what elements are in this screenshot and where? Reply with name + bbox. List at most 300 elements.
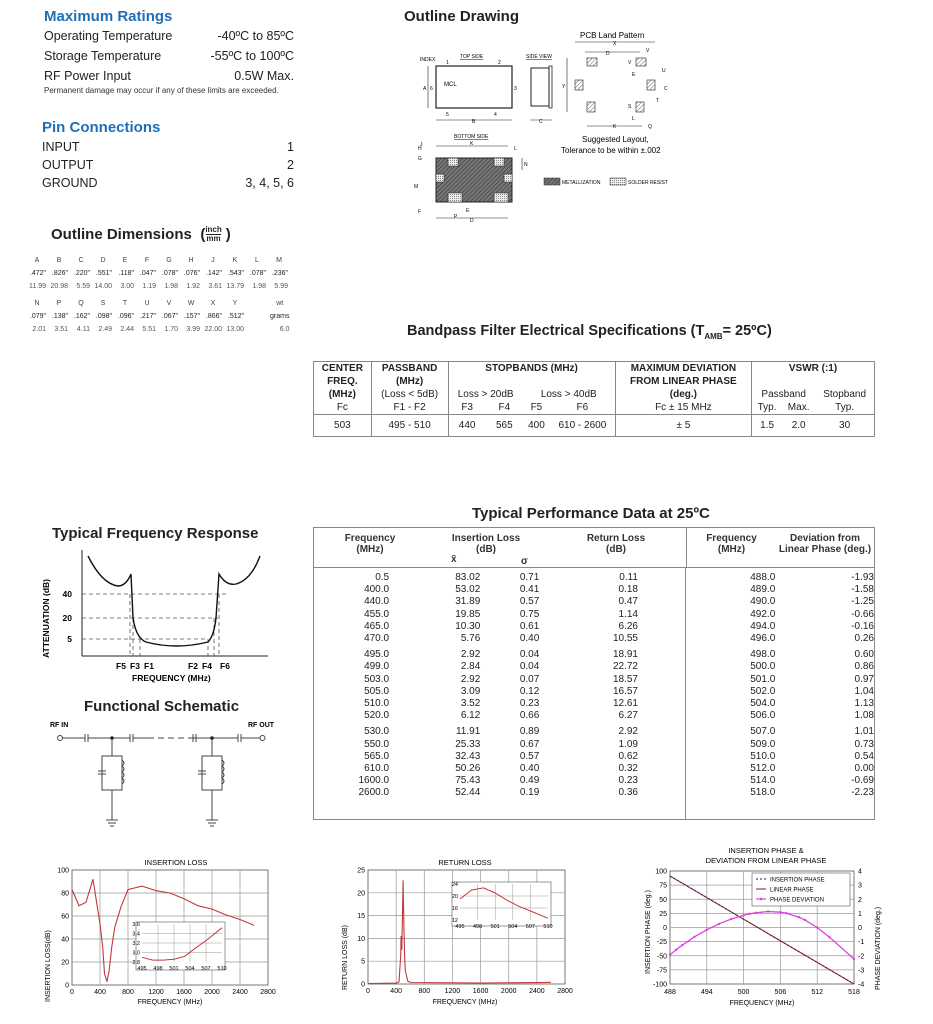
max-ratings-section xyxy=(44,8,294,95)
table-cell: 496.0 xyxy=(750,633,776,645)
svg-text:25: 25 xyxy=(357,867,365,875)
spec-table xyxy=(313,361,875,437)
dim-labels-row-1 xyxy=(26,254,290,267)
table-cell: 2.92 xyxy=(460,649,481,661)
table-cell: 0.23 xyxy=(618,775,638,787)
svg-text:4: 4 xyxy=(858,868,862,876)
table-cell: 510.0 xyxy=(750,750,776,762)
dimension-cell xyxy=(246,297,268,310)
dimension-cell: .472" xyxy=(29,270,46,277)
table-cell: 12.61 xyxy=(612,698,638,710)
table-cell: 18.91 xyxy=(612,649,638,661)
spec-value: 503 xyxy=(334,420,351,431)
x-axis-label: FREQUENCY (MHz) xyxy=(137,999,203,1006)
svg-text:K: K xyxy=(470,141,474,147)
outline-dimensions-title: Outline Dimensions xyxy=(51,226,192,243)
legend-item: INSERTION PHASE xyxy=(770,877,825,884)
performance-body xyxy=(314,572,874,800)
svg-text:S: S xyxy=(628,104,632,110)
dimension-cell: .078" xyxy=(249,270,266,277)
dimension-cell: .220" xyxy=(73,270,90,277)
dimension-cell: A xyxy=(34,257,40,264)
outline-drawing xyxy=(410,28,700,228)
table-row xyxy=(314,584,874,596)
rating-row xyxy=(44,66,294,86)
svg-text:100: 100 xyxy=(655,868,667,876)
dimension-cell: .142" xyxy=(205,270,222,277)
legend-item: PHASE DEVIATION xyxy=(770,897,824,904)
table-row xyxy=(314,674,874,686)
spec-header: Loss > 20dB xyxy=(448,388,523,401)
svg-text:3: 3 xyxy=(514,86,517,92)
ytick: 40 xyxy=(62,589,72,599)
dimension-cell: 1.19 xyxy=(142,283,156,290)
table-cell: 0.40 xyxy=(519,633,540,645)
insertion-loss-chart xyxy=(36,852,286,1012)
table-row xyxy=(314,572,874,584)
max-ratings-title: Maximum Ratings xyxy=(44,8,173,25)
svg-text:494: 494 xyxy=(700,989,713,996)
table-cell: 2.84 xyxy=(460,661,481,673)
dimension-cell: .079" xyxy=(29,313,46,320)
svg-text:L: L xyxy=(514,146,517,152)
x-axis-label: FREQUENCY (MHz) xyxy=(729,1000,795,1007)
svg-text:2400: 2400 xyxy=(529,988,545,995)
dimension-cell: .217" xyxy=(139,313,156,320)
marker-label: F3 xyxy=(130,661,140,671)
table-cell: 490.0 xyxy=(750,596,776,608)
rating-value: -55ºC to 100ºC xyxy=(210,49,294,63)
dimension-cell: 5.51 xyxy=(142,326,156,333)
table-cell: 0.23 xyxy=(519,698,540,710)
spec-header: PASSBAND xyxy=(371,362,448,376)
table-row xyxy=(314,633,874,647)
dimension-cell: 2.01 xyxy=(32,326,46,333)
svg-text:80: 80 xyxy=(61,890,69,898)
svg-text:C: C xyxy=(539,119,543,125)
svg-text:1200: 1200 xyxy=(148,989,164,996)
marker-label: F2 xyxy=(188,661,198,671)
table-cell: 22.72 xyxy=(612,661,638,673)
perf-header: Frequency xyxy=(706,533,757,544)
svg-text:-50: -50 xyxy=(656,953,667,961)
dimension-cell: 5.99 xyxy=(274,283,288,290)
dimension-cell: 3.00 xyxy=(120,283,134,290)
svg-text:2: 2 xyxy=(858,896,862,904)
table-cell: 50.26 xyxy=(455,763,481,775)
table-cell: 6.12 xyxy=(460,710,481,722)
rating-row xyxy=(44,26,294,46)
svg-text:0: 0 xyxy=(366,988,370,995)
dimension-cell: 2.44 xyxy=(120,326,134,333)
rf-in-port xyxy=(58,736,63,741)
svg-text:20: 20 xyxy=(61,959,69,967)
svg-text:3.0: 3.0 xyxy=(132,950,140,957)
marker-label: F4 xyxy=(202,661,212,671)
svg-text:1600: 1600 xyxy=(176,989,192,996)
table-row xyxy=(314,739,874,751)
svg-text:0: 0 xyxy=(858,925,862,932)
ratings-note: Permanent damage may occur if any of these limits are exceeded. xyxy=(44,86,279,95)
table-cell: 2.92 xyxy=(618,726,638,738)
svg-text:501: 501 xyxy=(490,924,500,930)
dimension-cell: .866" xyxy=(205,313,222,320)
table-cell: 1.13 xyxy=(854,698,874,710)
performance-header xyxy=(314,528,874,568)
dimension-cell: .157" xyxy=(183,313,200,320)
svg-text:15: 15 xyxy=(357,913,365,921)
dimension-cell: G xyxy=(166,257,172,264)
pcb-pad xyxy=(587,102,595,112)
table-cell: 83.02 xyxy=(455,572,481,583)
table-cell: -2.23 xyxy=(851,787,874,799)
pin-label: OUTPUT xyxy=(42,158,94,172)
table-cell: 498.0 xyxy=(750,649,776,661)
rating-row xyxy=(44,46,294,66)
pin-value: 1 xyxy=(287,140,294,154)
dimension-cell: .078" xyxy=(161,270,178,277)
spec-header: STOPBANDS (MHz) xyxy=(448,362,615,376)
index-label: INDEX xyxy=(420,57,436,63)
svg-text:3.2: 3.2 xyxy=(132,941,140,947)
table-cell: 0.61 xyxy=(519,620,540,632)
marker-label: F6 xyxy=(220,661,230,671)
spec-header: (deg.) xyxy=(615,388,751,401)
svg-text:P: P xyxy=(454,214,458,220)
svg-text:K: K xyxy=(613,124,617,130)
table-cell: 0.12 xyxy=(519,685,540,697)
svg-text:N: N xyxy=(524,162,528,168)
svg-text:20: 20 xyxy=(357,890,365,898)
metallization-swatch xyxy=(544,178,560,185)
table-cell: 488.0 xyxy=(750,572,776,583)
pcb-land-title: PCB Land Pattern xyxy=(580,31,645,40)
table-cell: 0.04 xyxy=(519,649,540,661)
svg-text:2800: 2800 xyxy=(557,988,573,995)
freq-response-title: Typical Frequency Response xyxy=(52,525,259,542)
svg-text:F: F xyxy=(418,209,422,215)
dimension-cell: .118" xyxy=(118,270,134,277)
spec-header: Loss > 40dB xyxy=(540,389,597,400)
table-cell: 0.57 xyxy=(519,596,540,608)
table-cell: 1600.0 xyxy=(358,775,390,787)
table-cell: 489.0 xyxy=(750,584,776,596)
table-cell: 10.30 xyxy=(455,620,481,632)
dimension-cell: 14.00 xyxy=(94,283,112,290)
spec-header: CENTER xyxy=(321,363,363,374)
perf-header: (MHz) xyxy=(717,544,746,555)
svg-text:24: 24 xyxy=(451,882,458,888)
dimension-cell: F xyxy=(144,257,150,264)
table-cell: 0.07 xyxy=(519,673,540,685)
spec-header: Typ. xyxy=(752,401,782,415)
spec-header: Max. xyxy=(787,402,810,413)
spec-value: 400 xyxy=(528,420,545,431)
table-row xyxy=(314,621,874,633)
table-cell: 518.0 xyxy=(750,787,776,799)
spec-header: Fc ± 15 MHz xyxy=(615,401,751,415)
table-row xyxy=(314,596,874,608)
rating-value: -40ºC to 85ºC xyxy=(217,29,294,43)
rating-label: Storage Temperature xyxy=(44,49,162,63)
svg-text:20: 20 xyxy=(451,894,458,900)
y-axis-label: INSERTION LOSS(dB) xyxy=(45,930,52,1002)
spec-header: Stopband xyxy=(823,389,867,400)
table-cell: 0.26 xyxy=(854,633,874,645)
table-cell: -0.69 xyxy=(851,775,874,787)
svg-text:Y: Y xyxy=(562,84,566,90)
dimension-cell: B xyxy=(56,257,62,264)
svg-text:3: 3 xyxy=(858,882,862,890)
spec-value: 2.0 xyxy=(791,420,806,431)
table-cell: 0.36 xyxy=(618,787,638,799)
perf-header: Deviation from xyxy=(789,533,860,544)
table-cell: 0.47 xyxy=(618,596,638,608)
svg-text:75: 75 xyxy=(659,882,667,890)
table-cell: 1.01 xyxy=(854,726,874,738)
svg-text:V: V xyxy=(628,60,632,66)
spec-header: Passband xyxy=(752,388,816,401)
svg-text:-100: -100 xyxy=(652,981,667,989)
x-axis-label: FREQUENCY (MHz) xyxy=(432,999,498,1006)
table-cell: 3.09 xyxy=(460,685,481,697)
table-cell: 31.89 xyxy=(455,596,481,608)
rating-label: RF Power Input xyxy=(44,69,131,83)
svg-text:10: 10 xyxy=(357,935,365,943)
spec-value: ± 5 xyxy=(615,415,751,437)
dimension-cell: D xyxy=(100,257,106,264)
tolerance-text: Tolerance to be within ±.002 xyxy=(561,146,661,155)
svg-text:16: 16 xyxy=(451,906,458,912)
svg-text:510: 510 xyxy=(543,924,553,930)
table-cell: 1.08 xyxy=(854,710,874,722)
svg-text:J: J xyxy=(420,142,423,148)
perf-header: Frequency xyxy=(344,533,396,544)
marker-label: F1 xyxy=(144,661,154,671)
svg-text:50: 50 xyxy=(659,896,667,904)
table-row xyxy=(314,724,874,738)
table-cell: -1.58 xyxy=(851,584,874,596)
svg-text:D: D xyxy=(470,218,474,224)
perf-header-mean: x̄ xyxy=(451,554,457,565)
table-cell: 499.0 xyxy=(364,661,390,673)
svg-text:U: U xyxy=(662,68,666,74)
table-row xyxy=(314,698,874,710)
unit-inch: inch xyxy=(205,225,222,235)
svg-text:C: C xyxy=(664,86,668,92)
insertion-loss-inset xyxy=(136,922,225,970)
dimension-cell: 3.51 xyxy=(54,326,68,333)
svg-text:500: 500 xyxy=(737,989,750,996)
spec-header: (MHz) xyxy=(328,389,356,400)
spec-title xyxy=(407,323,772,341)
spec-header: F6 xyxy=(576,402,589,413)
svg-text:510: 510 xyxy=(217,966,227,972)
svg-text:2800: 2800 xyxy=(260,989,276,996)
svg-text:495: 495 xyxy=(455,924,465,930)
table-cell: 510.0 xyxy=(364,698,390,710)
table-cell: 507.0 xyxy=(750,726,776,738)
perf-header: Linear Phase (deg.) xyxy=(778,544,872,555)
spec-header: Typ. xyxy=(835,402,855,413)
dim-labels-row-2 xyxy=(26,297,291,310)
table-row xyxy=(314,609,874,621)
dimension-cell: T xyxy=(122,300,128,307)
svg-text:2000: 2000 xyxy=(500,988,517,995)
svg-text:L: L xyxy=(632,116,635,122)
ytick: 5 xyxy=(67,634,72,644)
dimension-cell: 1.92 xyxy=(186,283,200,290)
perf-header: (dB) xyxy=(606,544,626,555)
dimension-cell: K xyxy=(232,257,238,264)
table-cell: -1.25 xyxy=(851,596,874,608)
suggested-layout-text: Suggested Layout, xyxy=(582,135,649,144)
dim-mm-row-1 xyxy=(26,280,290,293)
table-row xyxy=(314,763,874,775)
table-cell: 503.0 xyxy=(364,673,390,685)
spec-header: F4 xyxy=(498,402,511,413)
dimension-cell: .512" xyxy=(227,313,244,320)
spec-value-row xyxy=(314,415,875,437)
svg-text:488: 488 xyxy=(664,989,676,996)
table-cell: 565.0 xyxy=(364,750,390,762)
dimension-cell: .162" xyxy=(73,313,90,320)
svg-text:M: M xyxy=(414,184,419,190)
dimension-cell: 1.70 xyxy=(164,326,178,333)
dimension-cell: J xyxy=(211,257,215,264)
svg-text:D: D xyxy=(606,51,610,57)
svg-text:2400: 2400 xyxy=(232,989,248,996)
table-cell: 3.52 xyxy=(460,698,481,710)
chart-title: INSERTION LOSS xyxy=(144,858,208,867)
dimension-cell: 1.98 xyxy=(164,283,178,290)
svg-text:-25: -25 xyxy=(656,939,667,947)
dimension-cell xyxy=(246,323,268,336)
svg-text:800: 800 xyxy=(122,989,134,996)
table-cell: 6.27 xyxy=(618,710,638,722)
table-row xyxy=(314,751,874,763)
response-curve xyxy=(88,556,260,646)
table-cell: 5.76 xyxy=(460,633,481,645)
svg-text:498: 498 xyxy=(153,966,163,972)
dimension-cell: X xyxy=(210,300,216,307)
dimension-cell: Y xyxy=(232,300,238,307)
pin-connections-title: Pin Connections xyxy=(42,119,161,136)
svg-text:0: 0 xyxy=(361,981,365,989)
svg-text:-4: -4 xyxy=(858,981,865,989)
svg-text:T: T xyxy=(656,98,660,104)
table-cell: 0.75 xyxy=(519,608,540,620)
table-cell: 550.0 xyxy=(364,738,390,750)
dimension-cell: H xyxy=(188,257,194,264)
table-cell: 455.0 xyxy=(364,608,390,620)
svg-text:25: 25 xyxy=(659,910,667,918)
pin-row xyxy=(42,174,294,192)
spec-header: FROM LINEAR PHASE xyxy=(615,375,751,388)
table-cell: 25.33 xyxy=(455,738,481,750)
functional-schematic xyxy=(48,718,278,833)
table-cell: -1.93 xyxy=(851,572,874,583)
table-cell: 0.60 xyxy=(854,649,874,661)
table-cell: 0.67 xyxy=(519,738,540,750)
spec-header: Fc xyxy=(336,402,348,413)
svg-text:2: 2 xyxy=(498,60,501,66)
svg-text:0: 0 xyxy=(70,989,74,996)
unit-mm: mm xyxy=(206,234,221,244)
svg-text:X: X xyxy=(613,41,617,47)
dimension-cell: W xyxy=(187,300,195,307)
table-cell: 1.14 xyxy=(618,608,638,620)
dimension-cell: wt xyxy=(276,300,284,307)
svg-text:400: 400 xyxy=(94,989,106,996)
table-cell: 0.19 xyxy=(519,787,540,799)
outline-drawing-title: Outline Drawing xyxy=(404,8,520,25)
performance-table xyxy=(313,527,875,820)
table-cell: 1.09 xyxy=(618,738,638,750)
schematic-title: Functional Schematic xyxy=(84,698,240,715)
spec-value: 440 xyxy=(448,415,486,437)
mcl-label: MCL xyxy=(444,82,457,88)
top-side-label: TOP SIDE xyxy=(460,54,484,60)
spec-header: (Loss < 5dB) xyxy=(371,388,448,401)
table-cell: 610.0 xyxy=(364,763,390,775)
junction-node xyxy=(110,736,114,740)
table-cell: 0.71 xyxy=(519,572,540,583)
rating-value: 0.5W Max. xyxy=(234,69,294,83)
dimension-cell: C xyxy=(78,257,84,264)
dimension-cell: 4.11 xyxy=(76,326,90,333)
marker-label: F5 xyxy=(116,661,126,671)
svg-text:60: 60 xyxy=(61,913,69,921)
svg-text:507: 507 xyxy=(525,924,535,930)
bottom-side-label: BOTTOM SIDE xyxy=(454,134,489,140)
svg-text:H: H xyxy=(418,146,422,152)
pin-row xyxy=(42,156,294,174)
dimension-cell: Q xyxy=(78,300,84,307)
dimension-cell xyxy=(246,310,268,323)
svg-text:6: 6 xyxy=(430,86,433,92)
svg-text:5: 5 xyxy=(446,112,449,118)
spec-header: VSWR (:1) xyxy=(752,362,875,376)
svg-text:3.6: 3.6 xyxy=(132,922,140,928)
svg-text:5: 5 xyxy=(361,958,365,966)
svg-text:INSERTION PHASE &: INSERTION PHASE & xyxy=(728,846,804,855)
table-cell: 0.97 xyxy=(854,673,874,685)
table-cell: 2.92 xyxy=(460,673,481,685)
pin-value: 2 xyxy=(287,158,294,172)
dimension-cell: V xyxy=(166,300,172,307)
dimension-cell: S xyxy=(100,300,106,307)
svg-text:40: 40 xyxy=(61,936,69,944)
dimension-cell: 13.00 xyxy=(226,326,244,333)
svg-text:G: G xyxy=(418,156,422,162)
table-row xyxy=(314,775,874,787)
chart-title: RETURN LOSS xyxy=(438,858,492,867)
spec-title-sub: AMB xyxy=(704,331,723,341)
dimension-cell: 3.61 xyxy=(208,283,222,290)
table-cell: 514.0 xyxy=(750,775,776,787)
table-cell: 0.11 xyxy=(619,572,638,583)
rf-out-label: RF OUT xyxy=(248,722,275,729)
svg-text:504: 504 xyxy=(185,966,195,972)
svg-text:Q: Q xyxy=(648,124,652,130)
svg-text:100: 100 xyxy=(57,867,69,875)
table-cell: 500.0 xyxy=(750,661,776,673)
table-cell: 530.0 xyxy=(364,726,390,738)
pcb-pad xyxy=(636,102,644,112)
dim-inch-row-2 xyxy=(26,310,291,323)
performance-title: Typical Performance Data at 25ºC xyxy=(472,505,710,522)
